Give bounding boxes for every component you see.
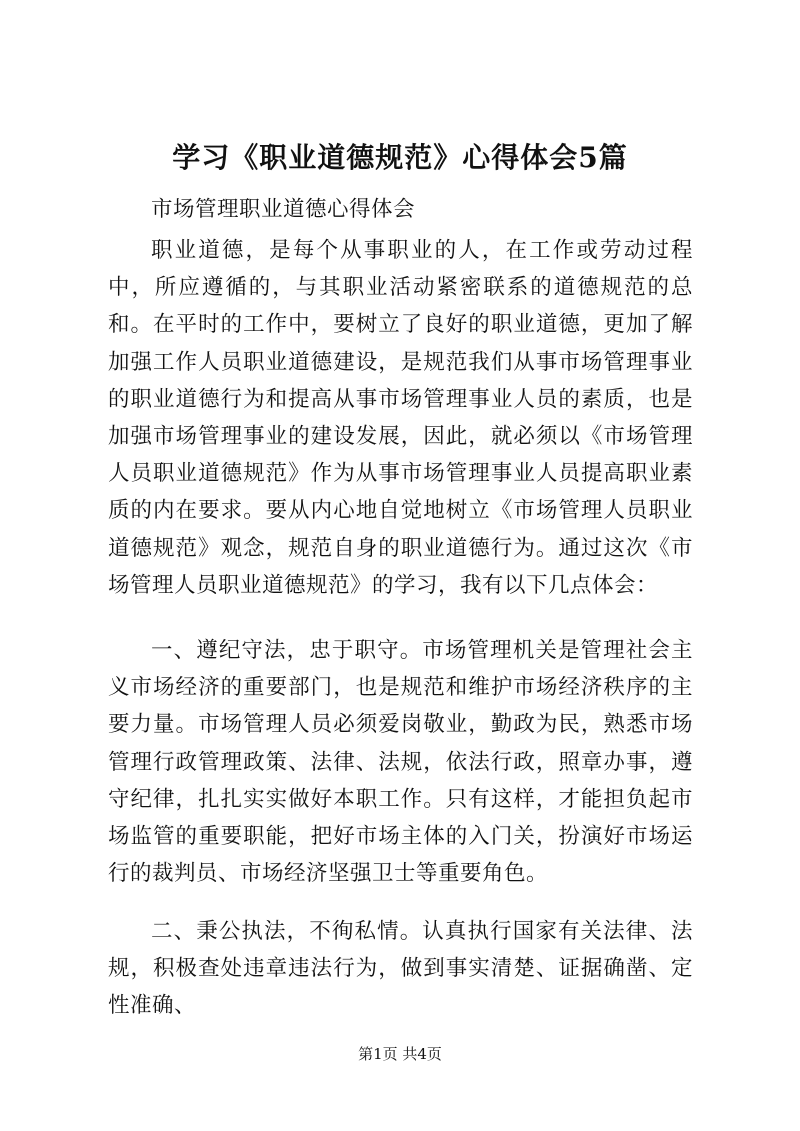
document-title: 学习《职业道德规范》心得体会5篇 — [172, 141, 628, 174]
section-subtitle: 市场管理职业道德心得体会 — [151, 197, 416, 222]
body-paragraph-2: 一、遵纪守法，忠于职守。市场管理机关是管理社会主义市场经济的重要部门，也是规范和维护市场经济秩序的主要力量。市场管理人员必须爱岗敬业，勤政为民，熟悉市场管理行政管理政策、法律、法规，依法行政，照章办事，遵守纪律，扎扎实实做好本职工作。只有这样，才能担负起市场监管的重要职能，把好市场主体的入门关，扮演好市场运行的裁判员、市场经济坚强卫士等重要角色。 — [108, 638, 693, 887]
body-paragraph-3: 二、秉公执法，不徇私情。认真执行国家有关法律、法规，积极查处违章违法行为，做到事实清楚、证据确凿、定性准确、 — [108, 919, 693, 1019]
page-footer: 第1页 共4页 — [358, 1045, 442, 1063]
body-paragraph-1: 职业道德，是每个从事职业的人，在工作或劳动过程中，所应遵循的，与其职业活动紧密联系的道德规范的总和。在平时的工作中，要树立了良好的职业道德，更加了解加强工作人员职业道德建设，是规范我们从事市场管理事业的职业道德行为和提高从事市场管理事业人员的素质，也是加强市场管理事业的建设发展，因此，就必须以《市场管理人员职业道德规范》作为从事市场管理事业人员提高职业素质的内在要求。要从内心地自觉地树立《市场管理人员职业道德规范》观念，规范自身的职业道德行为。通过这次《市场管理人员职业道德规范》的学习，我有以下几点体会： — [108, 238, 693, 598]
